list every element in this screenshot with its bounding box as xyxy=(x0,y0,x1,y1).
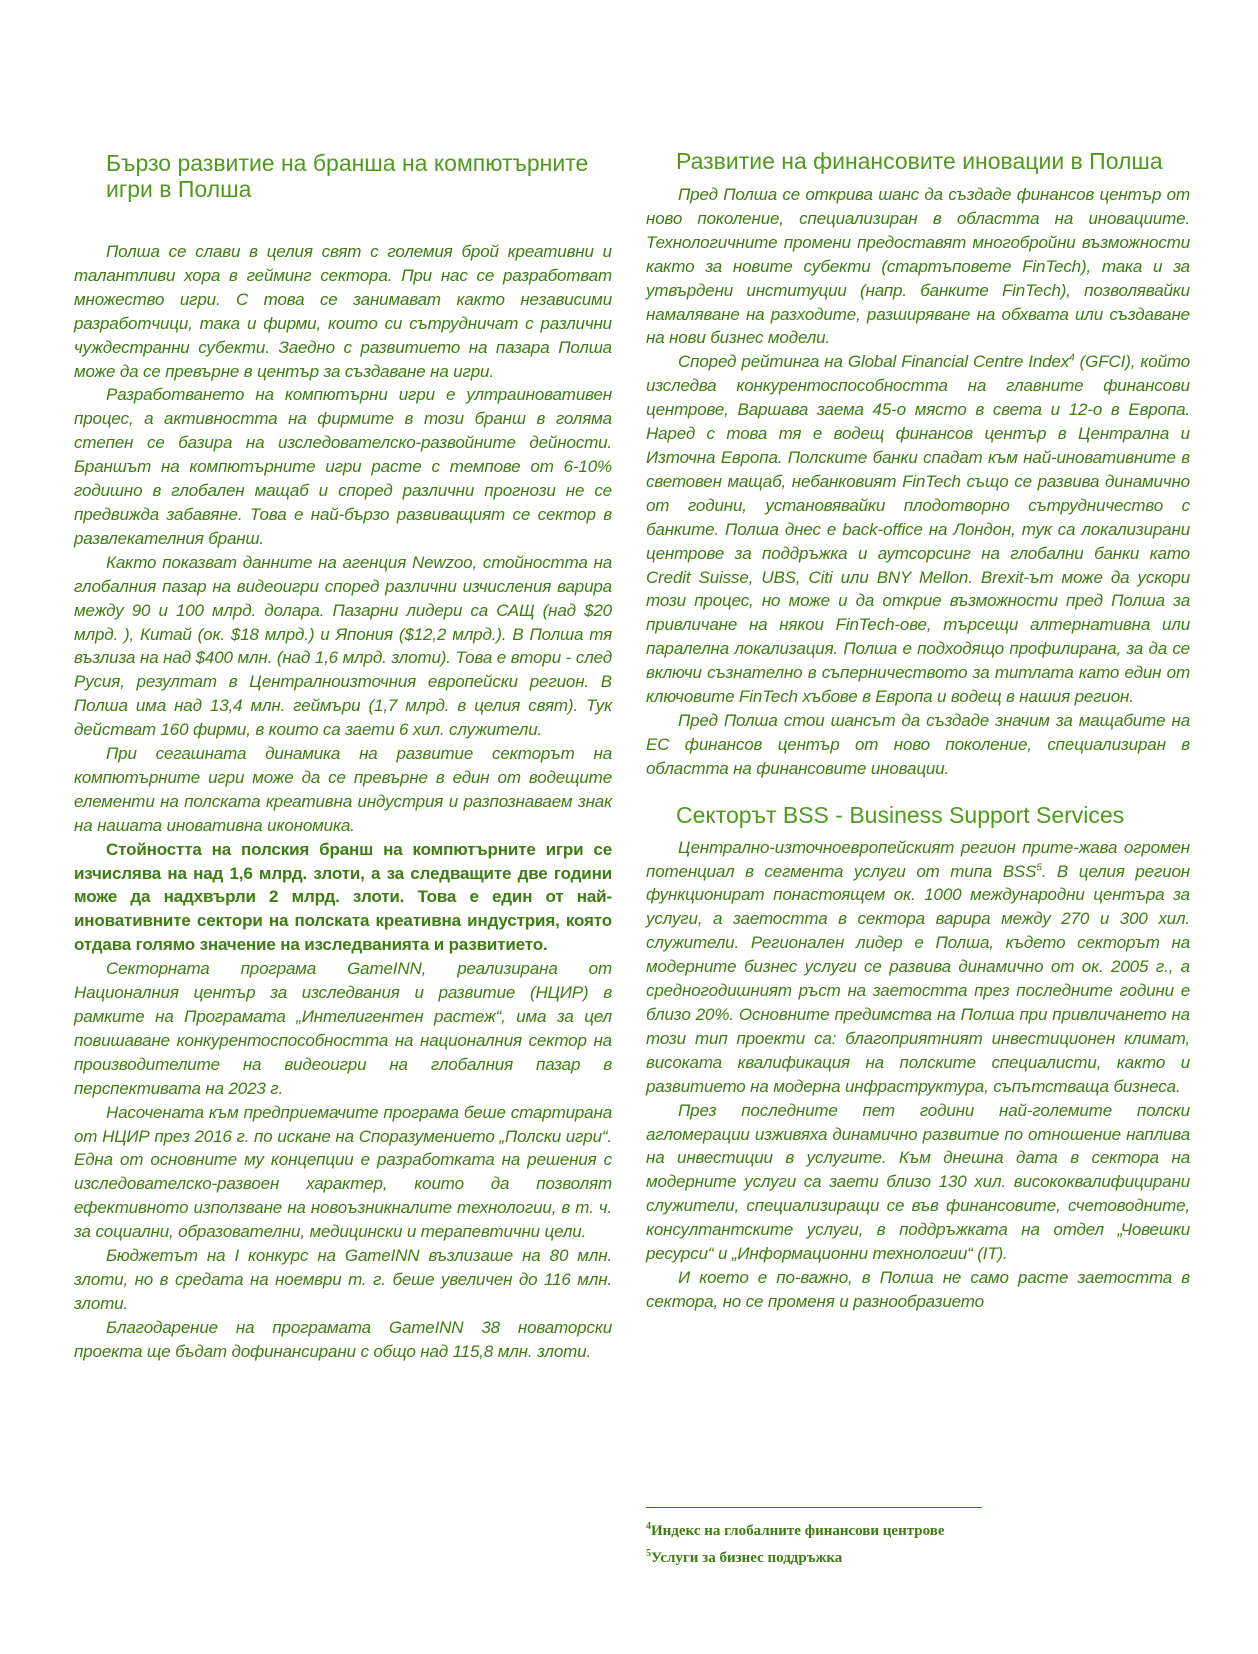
section-heading-games: Бързо развитие на бранша на компютърните игри в Полша xyxy=(106,150,589,202)
footnote-number: 5 xyxy=(646,1548,651,1559)
paragraph: И което е по-важно, в Полша не само расте заетостта в сектора, но се променя и разнообразието xyxy=(646,1267,1190,1311)
highlight-paragraph: Стойността на полския бранш на компютърните игри се изчислява на над 1,6 млрд. злоти, а за следващите две години може да надхвърли 2 млрд. злоти. Това е един от най-иновативните сектори на полската креативна индустрия, която отдава голямо значение на изследванията и развитието. xyxy=(74,839,612,955)
footnote-text: Индекс на глобалните финансови центрове xyxy=(651,1523,945,1539)
footnote xyxy=(646,1518,1206,1545)
paragraph: Благодарение на програмата GameINN 38 новаторски проекта ще бъдат дофинансирани с общо над 115,8 млн. злоти. xyxy=(74,1317,612,1361)
footnote-number: 4 xyxy=(646,1521,651,1532)
left-column xyxy=(74,150,612,1364)
paragraph: Както показват данните на агенция Newzoo, стойността на глобалния пазар на видеоигри според различни изчисления варира между 90 и 100 млрд. долара. Пазарни лидери са САЩ (над $20 млрд. ), Китай (ок. $18 млрд.) и Япония ($12,2 млрд.). В Полша тя възлиза на над $400 млн. (над 1,6 млрд. злоти). Това е втори - след Русия, резултат в Централноизточния европейски регион. В Полша има над 13,4 млн. геймъри (1,7 млрд. в целия свят). Тук действат 160 фирми, в които са заети 6 хил. служители. xyxy=(74,552,612,740)
right-column xyxy=(646,148,1190,1314)
paragraph: Разработването на компютърни игри е ултраиновативен процес, а активността на фирмите в този бранш в голяма степен се базира на изследователско-развойните дейности. Браншът на компютърните игри расте с темпове от 6-10% годишно в глобален мащаб и според различни прогнози не се предвижда забавяне. Това е най-бързо развиващият се сектор в развлекателния бранш. xyxy=(74,385,612,548)
footnotes xyxy=(646,1518,1206,1572)
paragraph: При сегашната динамика на развитие секторът на компютърните игри може да се превърне в един от водещите елементи на полската креативна индустрия и разпознаваем знак на нашата иновативна икономика. xyxy=(74,744,612,835)
paragraph-gfci xyxy=(646,350,1190,709)
paragraph-text: (GFCI), който изследва конкурентоспособността на главните финансови центрове, Варшава заема 45-о място в света и 12-о в Европа. Наред с това тя е водещ финансов център в Централна и Източна Европа. Полските банки спадат към най-иновативните в световен мащаб, небанковият FinTech също се развива динамично от години, установявайки плодотворно сътрудничество с банките. Полша днес е back-office на Лондон, тук са локализирани центрове за поддръжка и аутсорсинг на глобални банки като Credit Suisse, UBS, Citi или BNY Mellon. Brexit-ът може да ускори този процес, но може и да открие възможности пред Полша за привличане на някои FinTech-ове, търсещи алтернативна или паралелна локализация. Полша е подходящо профилирана, за да се включи съзнателно в съперничеството за титлата като един от ключовите FinTech хъбове в Европа и водещ в нашия регион. xyxy=(646,352,1190,707)
paragraph: Полша се слави в целия свят с големия брой креативни и талантливи хора в гейминг сектора. При нас се разработват множество игри. С това се занимават както независими разработчици, така и фирми, които си сътрудничат с различни чуждестранни субекти. Заедно с развитието на пазара Полша може да се превърне в център за създаване на игри. xyxy=(74,242,612,381)
footnote-text: Услуги за бизнес поддръжка xyxy=(651,1550,843,1566)
paragraph-bss xyxy=(646,836,1190,1099)
paragraph-text: . В целия регион функционират понастоящем ок. 1000 международни центъра за услуги, а заетостта в сектора варира между 270 и 300 хил. служители. Регионален лидер е Полша, където секторът на модерните бизнес услуги се развива динамично от ок. 2005 г., а средногодишният ръст на заетостта през последните години е близо 20%. Основните предимства на Полша при привличането на този тип проекти са: благоприятният инвестиционен климат, високата квалификация на полските специалисти, както и развитието на модерна инфраструктура, съпътстваща бизнеса. xyxy=(646,861,1191,1096)
paragraph-text: Според рейтинга на Global Financial Centre Index xyxy=(678,352,1070,372)
section-heading-fintech: Развитие на финансовите иновации в Полша xyxy=(676,148,1163,174)
paragraph: Пред Полша стои шансът да създаде значим за мащабите на ЕС финансов център от ново поколение, специализиран в областта на финансовите иновации. xyxy=(646,710,1190,778)
paragraph: През последните пет години най-големите полски агломерации изживяха динамично развитие по отношение наплива на инвестиции в услугите. Към днешна дата в сектора на модерните услуги са заети близо 130 хил. висококвалифицирани служители, специализиращи се във финансовите, счетоводните, консултантските услуги, в поддръжката на отдел „Човешки ресурси“ и „Информационни технологии“ (IT). xyxy=(646,1100,1190,1264)
footnote xyxy=(646,1545,1206,1572)
footnote-divider xyxy=(646,1507,982,1508)
paragraph: Пред Полша се открива шанс да създаде финансов център от ново поколение, специализиран в областта на иновациите. Технологичните промени предоставят многобройни възможности както за новите субекти (стартъпoвете FinTech), така и за утвърдени институции (напр. банките FinTech), позволявайки намаляване на разходите, разширяване на обхвата или създаване на нови бизнес модели. xyxy=(646,185,1190,348)
paragraph: Бюджетът на I конкурс на GameINN възлизаше на 80 млн. злоти, но в средата на ноември т. г. беше увеличен до 116 млн. злоти. xyxy=(74,1246,612,1313)
section-heading-bss: Секторът BSS - Business Support Services xyxy=(676,801,1125,828)
paragraph: Секторната програма GameINN, реализирана от Националния център за изследвания и развитие (НЦИР) в рамките на Програмата „Интелигентен растеж“, има за цел повишаване конкурентоспособността на националния сектор на производителите на видеоигри на глобалния пазар в перспективата на 2023 г. xyxy=(74,959,612,1098)
paragraph-text: Централно-източноевропейският регион прите-жава огромен потенциал в сегмента услуги от типа BSS xyxy=(646,837,1190,881)
footnote-ref-4: 4 xyxy=(1069,352,1075,364)
paragraph: Насочената към предприемачите програма беше стартирана от НЦИР през 2016 г. по искане на Споразумението „Полски игри“. Една от основните му концепции е разработката на решения с изследователско-развоен характер, които да позволят ефективното използване на новоъзникналите технологии, в т. ч. за социални, образователни, медицински и терапевтични цели. xyxy=(74,1102,612,1242)
footnote-ref-5: 5 xyxy=(1036,861,1042,873)
